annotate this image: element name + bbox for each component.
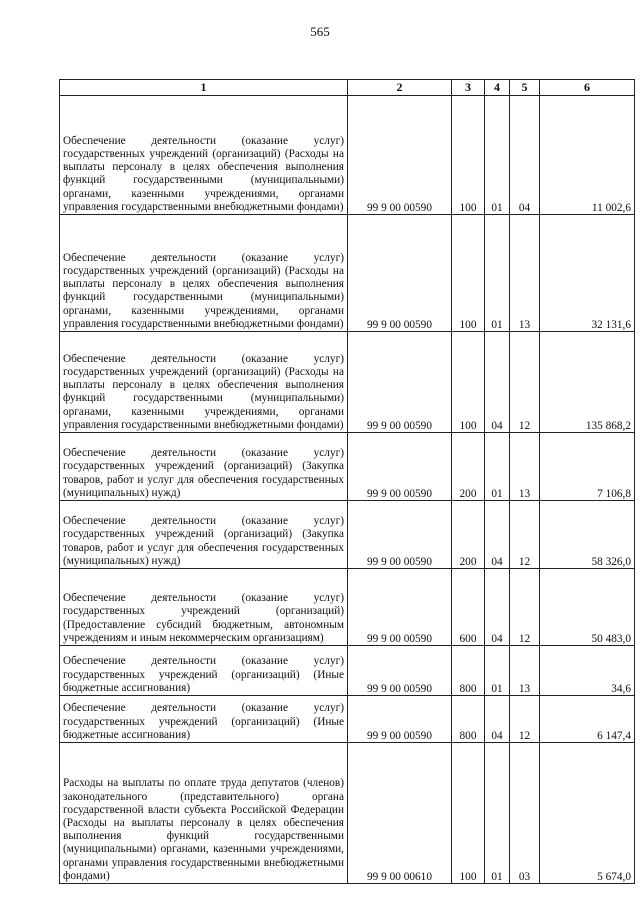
row-expense-type: 100 (452, 743, 485, 884)
header-col-1: 1 (60, 80, 348, 96)
row-target-code: 99 9 00 00590 (348, 96, 452, 215)
header-col-6: 6 (540, 80, 635, 96)
row-description: Обеспечение деятельности (оказание услуг) государственных учреждений (организаций) (Расходы на выплаты персоналу в целях обеспечения выполнения функций государственными (муниципальными) органами, казенными учреждениями, органами управления государственными внебюджетными фондами) (60, 332, 348, 433)
row-target-code: 99 9 00 00590 (348, 696, 452, 743)
budget-table (59, 79, 635, 884)
table-row (60, 332, 635, 433)
row-amount: 32 131,6 (540, 215, 635, 332)
row-target-code: 99 9 00 00610 (348, 743, 452, 884)
row-description: Расходы на выплаты по оплате труда депутатов (членов) законодательного (представительного) органа государственной власти субъекта Российской Федерации (Расходы на выплаты персоналу в целях обеспечения выполнения функций государственными (муниципальными) органами, казенными учреждениями, органами управления государственными внебюджетными фондами) (60, 743, 348, 884)
row-amount: 58 326,0 (540, 501, 635, 569)
header-col-3: 3 (452, 80, 485, 96)
row-expense-type: 800 (452, 646, 485, 696)
row-target-code: 99 9 00 00590 (348, 215, 452, 332)
table-row (60, 696, 635, 743)
table-row (60, 215, 635, 332)
table-row (60, 433, 635, 501)
row-target-code: 99 9 00 00590 (348, 569, 452, 646)
row-expense-type: 100 (452, 215, 485, 332)
row-section: 04 (485, 501, 510, 569)
row-description: Обеспечение деятельности (оказание услуг) государственных учреждений (организаций) (Закупка товаров, работ и услуг для обеспечения государственных (муниципальных) нужд) (60, 501, 348, 569)
row-description: Обеспечение деятельности (оказание услуг) государственных учреждений (организаций) (Иные бюджетные ассигнования) (60, 696, 348, 743)
row-description: Обеспечение деятельности (оказание услуг) государственных учреждений (организаций) (Расходы на выплаты персоналу в целях обеспечения выполнения функций государственными (муниципальными) органами, казенными учреждениями, органами управления государственными внебюджетными фондами) (60, 215, 348, 332)
row-section: 01 (485, 433, 510, 501)
row-subsection: 12 (510, 569, 540, 646)
header-col-4: 4 (485, 80, 510, 96)
row-target-code: 99 9 00 00590 (348, 433, 452, 501)
row-expense-type: 200 (452, 501, 485, 569)
row-subsection: 12 (510, 332, 540, 433)
row-subsection: 12 (510, 696, 540, 743)
row-section: 01 (485, 646, 510, 696)
table-row (60, 646, 635, 696)
row-description: Обеспечение деятельности (оказание услуг) государственных учреждений (организаций) (Предоставление субсидий бюджетным, автономным учреждениям и иным некоммерческим организациям) (60, 569, 348, 646)
row-amount: 7 106,8 (540, 433, 635, 501)
row-section: 04 (485, 332, 510, 433)
row-section: 04 (485, 696, 510, 743)
row-target-code: 99 9 00 00590 (348, 501, 452, 569)
row-subsection: 13 (510, 433, 540, 501)
row-subsection: 03 (510, 743, 540, 884)
table-row (60, 96, 635, 215)
row-amount: 11 002,6 (540, 96, 635, 215)
row-amount: 50 483,0 (540, 569, 635, 646)
row-description: Обеспечение деятельности (оказание услуг) государственных учреждений (организаций) (Иные бюджетные ассигнования) (60, 646, 348, 696)
row-expense-type: 100 (452, 332, 485, 433)
row-subsection: 04 (510, 96, 540, 215)
row-section: 01 (485, 96, 510, 215)
row-subsection: 13 (510, 646, 540, 696)
table-header-row (60, 80, 635, 96)
header-col-2: 2 (348, 80, 452, 96)
row-expense-type: 800 (452, 696, 485, 743)
row-section: 04 (485, 569, 510, 646)
row-description: Обеспечение деятельности (оказание услуг) государственных учреждений (организаций) (Расходы на выплаты персоналу в целях обеспечения выполнения функций государственными (муниципальными) органами, казенными учреждениями, органами управления государственными внебюджетными фондами) (60, 96, 348, 215)
row-expense-type: 200 (452, 433, 485, 501)
row-subsection: 13 (510, 215, 540, 332)
row-amount: 135 868,2 (540, 332, 635, 433)
table-row (60, 501, 635, 569)
table-row (60, 743, 635, 884)
row-target-code: 99 9 00 00590 (348, 646, 452, 696)
row-amount: 34,6 (540, 646, 635, 696)
row-description: Обеспечение деятельности (оказание услуг) государственных учреждений (организаций) (Закупка товаров, работ и услуг для обеспечения государственных (муниципальных) нужд) (60, 433, 348, 501)
row-amount: 5 674,0 (540, 743, 635, 884)
row-expense-type: 100 (452, 96, 485, 215)
header-col-5: 5 (510, 80, 540, 96)
row-target-code: 99 9 00 00590 (348, 332, 452, 433)
page-number: 565 (310, 24, 330, 39)
row-amount: 6 147,4 (540, 696, 635, 743)
row-section: 01 (485, 215, 510, 332)
row-expense-type: 600 (452, 569, 485, 646)
table-row (60, 569, 635, 646)
row-section: 01 (485, 743, 510, 884)
row-subsection: 12 (510, 501, 540, 569)
